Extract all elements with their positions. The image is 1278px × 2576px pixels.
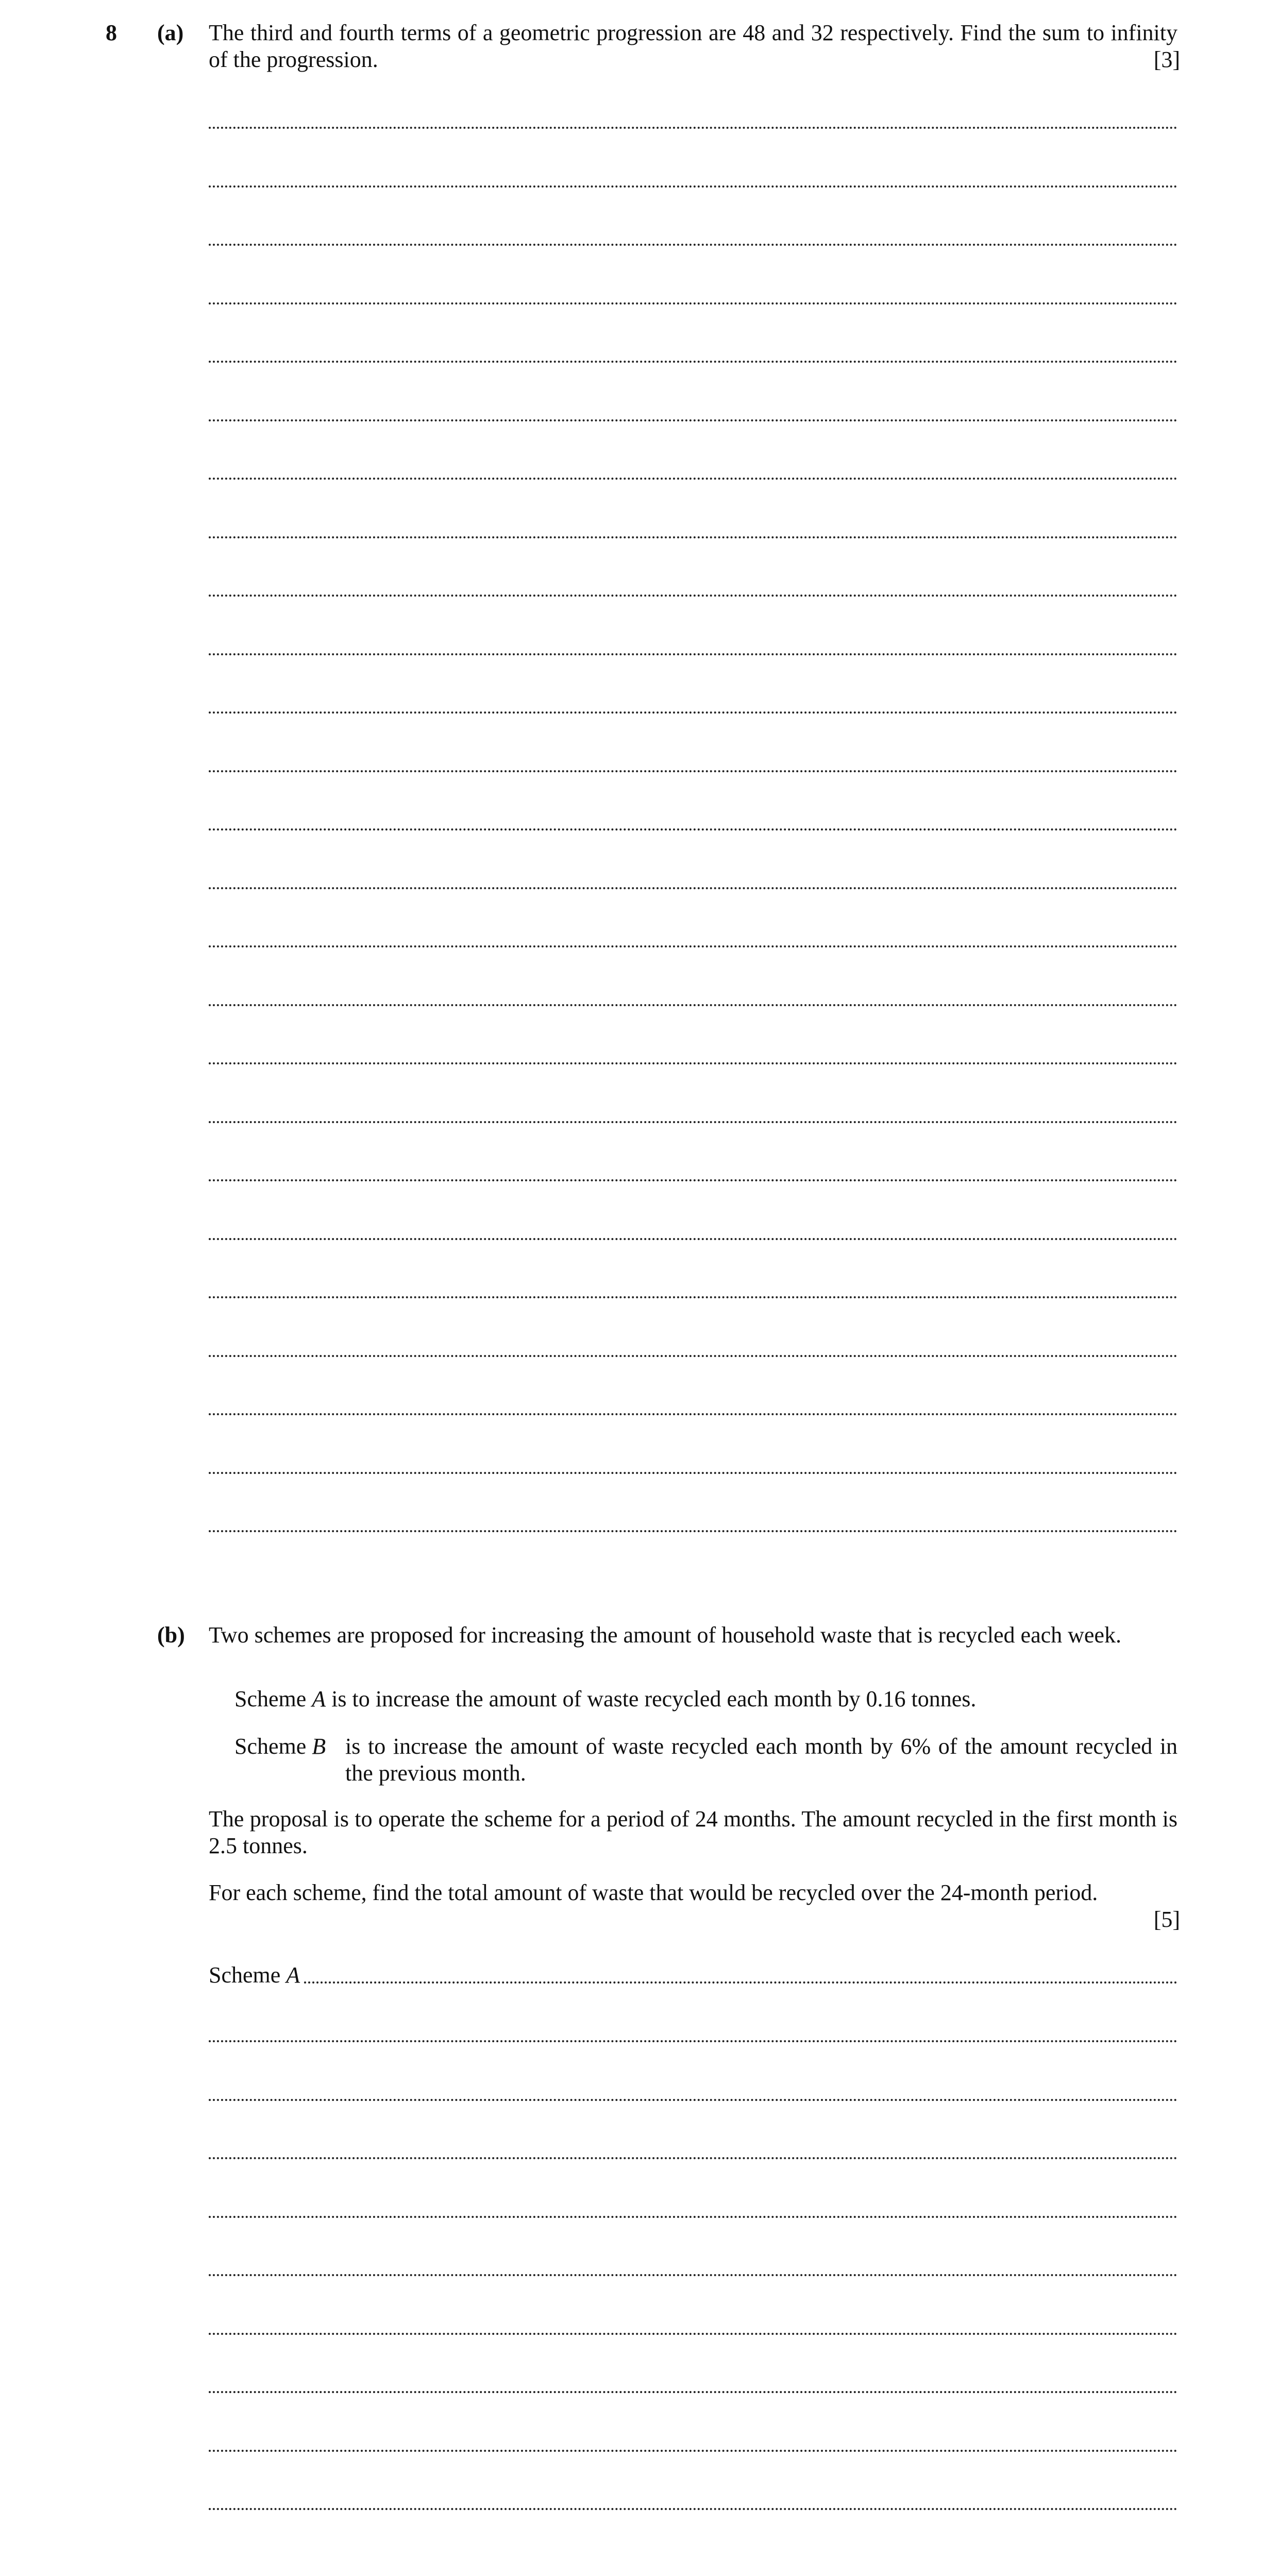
part-a-answer-line[interactable] bbox=[209, 1472, 1178, 1474]
part-a-answer-line[interactable] bbox=[209, 361, 1178, 363]
part-a-answer-line[interactable] bbox=[209, 127, 1178, 129]
scheme-a-dotted-line bbox=[304, 1981, 1178, 1984]
part-a-question-text: The third and fourth terms of a geometric progression are 48 and 32 respectively. Find the sum to infinity of the progression. bbox=[209, 20, 1178, 72]
part-b-marks: [5] bbox=[1153, 1907, 1180, 1932]
scheme-a-answer-line[interactable] bbox=[209, 2391, 1178, 2393]
scheme-a-answer-line[interactable] bbox=[209, 2040, 1178, 2042]
scheme-a-answer-line[interactable] bbox=[209, 2099, 1178, 2101]
scheme-a-answer-line[interactable] bbox=[209, 1962, 1178, 1989]
scheme-a-answer-line[interactable] bbox=[209, 2216, 1178, 2218]
part-b-intro: Two schemes are proposed for increasing the amount of household waste that is recycled each week. bbox=[209, 1622, 1121, 1648]
part-b-task: For each scheme, find the total amount of waste that would be recycled over the 24-month period. bbox=[209, 1880, 1098, 1905]
scheme-a-answer-line[interactable] bbox=[209, 2450, 1178, 2452]
part-a-answer-line[interactable] bbox=[209, 1004, 1178, 1006]
scheme-a-answer-line[interactable] bbox=[209, 2274, 1178, 2276]
question-number: 8 bbox=[106, 20, 117, 45]
part-a-answer-line[interactable] bbox=[209, 945, 1178, 947]
part-a-marks: [3] bbox=[1153, 47, 1180, 72]
part-a-answer-line[interactable] bbox=[209, 302, 1178, 304]
part-a-answer-line[interactable] bbox=[209, 1530, 1178, 1532]
part-a-answer-line[interactable] bbox=[209, 1062, 1178, 1064]
part-a-answer-line[interactable] bbox=[209, 1121, 1178, 1123]
scheme-b-letter: B bbox=[312, 1734, 326, 1759]
scheme-a-description bbox=[234, 1686, 1178, 1713]
part-a-answer-line[interactable] bbox=[209, 1238, 1178, 1240]
part-b-proposal: The proposal is to operate the scheme for a period of 24 months. The amount recycled in the first month is 2.5 tonnes. bbox=[209, 1806, 1178, 1858]
scheme-b-description bbox=[234, 1733, 1178, 1787]
part-a-answer-line[interactable] bbox=[209, 770, 1178, 772]
scheme-b-word: Scheme bbox=[234, 1734, 307, 1759]
scheme-a-letter: A bbox=[312, 1686, 326, 1711]
scheme-a-answer-label: Scheme A bbox=[209, 1962, 300, 1988]
part-a-answer-line[interactable] bbox=[209, 1413, 1178, 1415]
part-a-answer-line[interactable] bbox=[209, 711, 1178, 714]
part-a-answer-line[interactable] bbox=[209, 244, 1178, 246]
part-a-answer-line[interactable] bbox=[209, 419, 1178, 421]
part-a-answer-line[interactable] bbox=[209, 1355, 1178, 1357]
part-a-label: (a) bbox=[157, 20, 184, 45]
part-b-label: (b) bbox=[157, 1622, 185, 1648]
part-a-answer-line[interactable] bbox=[209, 478, 1178, 480]
part-a-answer-line[interactable] bbox=[209, 595, 1178, 597]
part-a-answer-line[interactable] bbox=[209, 536, 1178, 538]
scheme-a-answer-line[interactable] bbox=[209, 2157, 1178, 2159]
part-a-answer-line[interactable] bbox=[209, 887, 1178, 889]
part-a-answer-line[interactable] bbox=[209, 653, 1178, 655]
scheme-a-answer-line[interactable] bbox=[209, 2333, 1178, 2335]
part-a-answer-line[interactable] bbox=[209, 1296, 1178, 1298]
part-a-answer-line[interactable] bbox=[209, 828, 1178, 831]
scheme-a-word: Scheme bbox=[234, 1686, 307, 1711]
scheme-b-text: is to increase the amount of waste recycled each month by 6% of the amount recycled in the previous month. bbox=[345, 1734, 1178, 1786]
scheme-a-answer-line[interactable] bbox=[209, 2508, 1178, 2510]
scheme-a-text: is to increase the amount of waste recycled each month by 0.16 tonnes. bbox=[331, 1686, 977, 1711]
part-a-answer-line[interactable] bbox=[209, 185, 1178, 188]
part-a-answer-line[interactable] bbox=[209, 1179, 1178, 1181]
